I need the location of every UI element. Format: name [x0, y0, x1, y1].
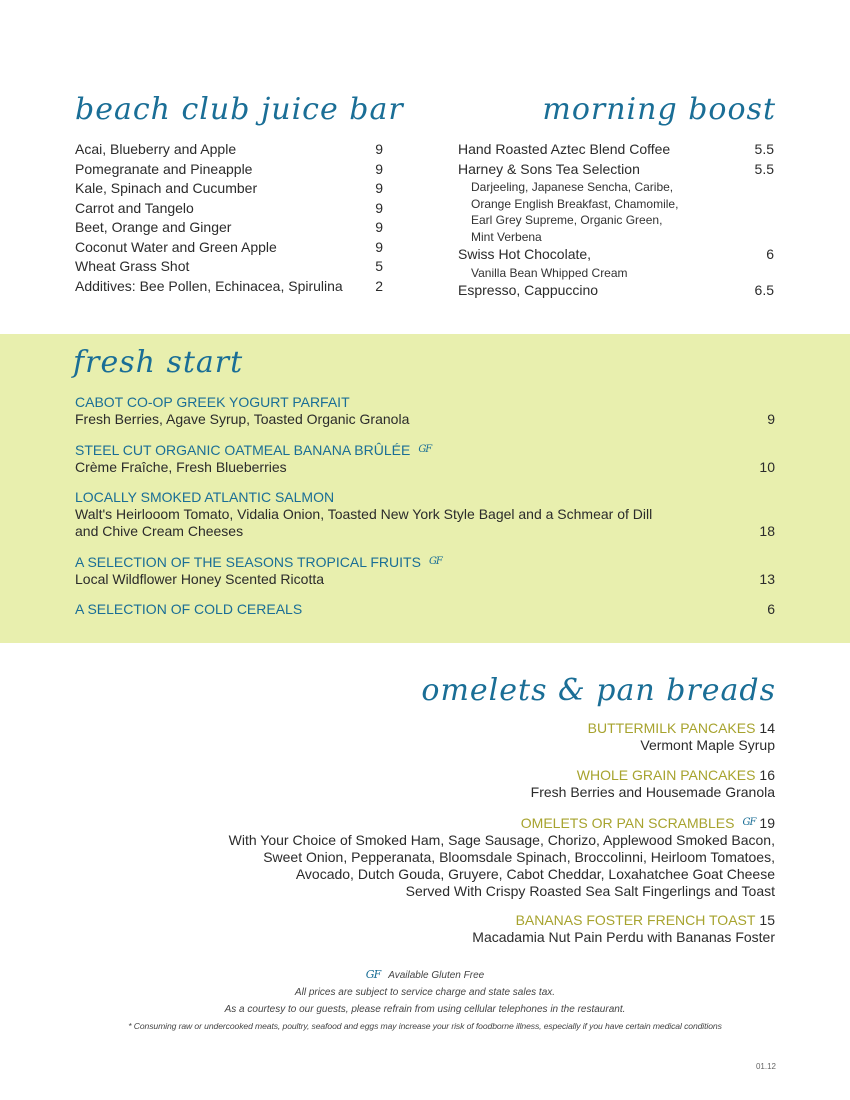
item-title: BANANAS FOSTER FRENCH TOAST — [515, 912, 756, 928]
gluten-free-icon: GF — [418, 444, 432, 455]
list-item: Acai, Blueberry and Apple 9 — [75, 141, 383, 157]
item-price: 14 — [759, 720, 775, 736]
phone-courtesy-note: As a courtesy to our guests, please refrain from using cellular telephones in the restaurant. — [224, 1004, 626, 1015]
list-item: Espresso, Cappuccino 6.5 — [458, 282, 774, 298]
item-description: Macadamia Nut Pain Perdu with Bananas Foster — [472, 929, 775, 945]
item-description: Local Wildflower Honey Scented Ricotta — [75, 571, 325, 587]
item-description: Sweet Onion, Pepperanata, Bloomsdale Spinach, Broccolinni, Heirloom Tomatoes, — [263, 849, 775, 865]
fresh-start-heading: fresh start — [73, 345, 244, 380]
list-item: Harney & Sons Tea Selection 5.5 — [458, 160, 774, 177]
gluten-free-icon: GF — [428, 556, 442, 567]
page-code: 01.12 — [755, 1062, 776, 1071]
item-title: A SELECTION OF COLD CEREALS — [75, 601, 303, 617]
item-description: Vanilla Bean Whipped Cream — [471, 265, 628, 280]
item-price: 9 — [767, 411, 775, 427]
item-description: Vermont Maple Syrup — [640, 737, 775, 753]
item-description: Orange English Breakfast, Chamomile, — [471, 196, 679, 211]
consumer-advisory-note: * Consuming raw or undercooked meats, poultry, seafood and eggs may increase your risk of foodborne illness, especially if you have certain medical conditions — [128, 1021, 722, 1031]
list-item: Beet, Orange and Ginger 9 — [75, 219, 383, 235]
item-title: STEEL CUT ORGANIC OATMEAL BANANA BRÛLÉE — [75, 442, 411, 458]
item-price: 19 — [759, 815, 775, 831]
menu-item — [175, 912, 775, 946]
item-description: Served With Crispy Roasted Sea Salt Fingerlings and Toast — [405, 883, 775, 899]
gluten-free-legend: GF Available Gluten Free — [365, 968, 485, 981]
juice-bar-list — [75, 140, 383, 296]
item-price: 15 — [759, 912, 775, 928]
item-description: Earl Grey Supreme, Organic Green, — [471, 213, 663, 227]
list-item: Hand Roasted Aztec Blend Coffee 5.5 — [458, 141, 774, 157]
menu-item — [75, 601, 775, 618]
morning-boost-heading: morning boost — [542, 92, 776, 127]
item-description: Fresh Berries and Housemade Granola — [530, 784, 775, 800]
item-price: 10 — [759, 459, 775, 475]
item-title: BUTTERMILK PANCAKES — [587, 720, 756, 736]
item-title: CABOT CO-OP GREEK YOGURT PARFAIT — [75, 394, 350, 410]
list-item: Wheat Grass Shot 5 — [75, 258, 383, 274]
item-description: Fresh Berries, Agave Syrup, Toasted Organic Granola — [75, 411, 410, 427]
service-charge-note: All prices are subject to service charge and state sales tax. — [294, 987, 556, 998]
gluten-free-icon: GF — [742, 817, 756, 828]
item-price: 18 — [759, 523, 775, 539]
item-description: Avocado, Dutch Gouda, Gruyere, Cabot Cheddar, Loxahatchee Goat Cheese — [295, 866, 775, 882]
item-price: 16 — [759, 767, 775, 783]
item-title: WHOLE GRAIN PANCAKES — [576, 767, 756, 783]
omelets-heading: omelets & pan breads — [421, 673, 776, 708]
menu-item — [75, 441, 775, 476]
item-price: 13 — [759, 571, 775, 587]
menu-item — [75, 489, 775, 540]
menu-item — [75, 394, 775, 428]
menu-item — [175, 767, 775, 801]
list-item: Additives: Bee Pollen, Echinacea, Spirulina 2 — [75, 277, 383, 294]
item-title: A SELECTION OF THE SEASONS TROPICAL FRUITS — [75, 554, 421, 570]
morning-boost-list — [458, 140, 774, 301]
menu-item — [175, 720, 775, 754]
list-item: Carrot and Tangelo 9 — [75, 199, 383, 216]
list-item: Coconut Water and Green Apple 9 — [75, 238, 383, 255]
item-price: 6 — [767, 601, 775, 617]
menu-item — [75, 553, 775, 588]
list-item: Swiss Hot Chocolate, 6 — [458, 246, 774, 262]
item-description: Darjeeling, Japanese Sencha, Caribe, — [471, 180, 674, 194]
gluten-free-icon: GF — [365, 968, 381, 981]
item-description: Crème Fraîche, Fresh Blueberries — [75, 459, 287, 475]
menu-item — [175, 814, 775, 900]
item-description: Mint Verbena — [471, 229, 542, 244]
item-description: With Your Choice of Smoked Ham, Sage Sausage, Chorizo, Applewood Smoked Bacon, — [228, 832, 775, 848]
juice-bar-heading: beach club juice bar — [75, 92, 404, 127]
item-title: LOCALLY SMOKED ATLANTIC SALMON — [75, 489, 335, 505]
list-item: Kale, Spinach and Cucumber 9 — [75, 180, 383, 196]
item-description: Walt's Heirlooom Tomato, Vidalia Onion, Toasted New York Style Bagel and a Schmear of Dill and Chive Cream Cheeses — [75, 506, 653, 539]
list-item: Pomegranate and Pineapple 9 — [75, 160, 383, 177]
item-title: OMELETS OR PAN SCRAMBLES — [520, 815, 735, 831]
